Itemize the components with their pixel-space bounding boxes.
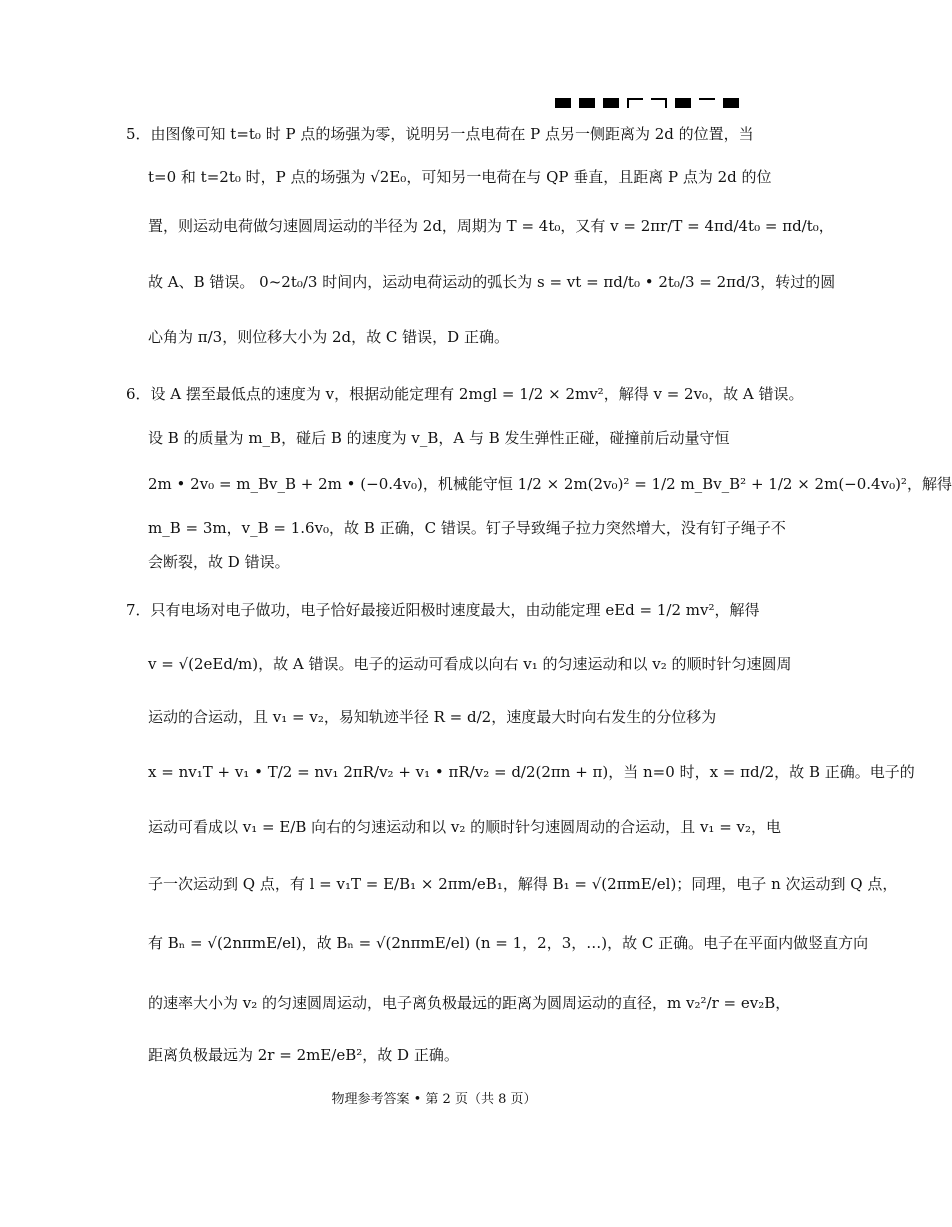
mark-line bbox=[699, 98, 715, 108]
text-line: 5．由图像可知 t=t₀ 时 P 点的场强为零，说明另一点电荷在 P 点另一侧距离为 2d 的位置，当 bbox=[126, 125, 754, 143]
mark-square bbox=[603, 98, 619, 108]
text-line: 距离负极最远为 2r = 2mE/eB²，故 D 正确。 bbox=[148, 1046, 459, 1064]
page-footer: 物理参考答案 • 第 2 页（共 8 页） bbox=[331, 1092, 537, 1107]
text-line: 置，则运动电荷做匀速圆周运动的半径为 2d，周期为 T = 4t₀，又有 v = 2πr/T = 4πd/4t₀ = πd/t₀， bbox=[148, 217, 834, 235]
text-line: 有 Bₙ = √(2nπmE/el)，故 Bₙ = √(2nπmE/el) (n = 1，2，3，…)，故 C 正确。电子在平面内做竖直方向 bbox=[148, 934, 869, 952]
text-line: 运动可看成以 v₁ = E/B 向右的匀速运动和以 v₂ 的顺时针匀速圆周动的合运动，且 v₁ = v₂，电 bbox=[148, 818, 782, 836]
text-line: 的速率大小为 v₂ 的匀速圆周运动，电子离负极最远的距离为圆周运动的直径，m v₂²/r = ev₂B， bbox=[148, 994, 791, 1012]
text-line: 6．设 A 摆至最低点的速度为 v，根据动能定理有 2mgl = 1/2 × 2mv²，解得 v = 2v₀，故 A 错误。 bbox=[126, 385, 804, 403]
text-line: t=0 和 t=2t₀ 时，P 点的场强为 √2E₀，可知另一电荷在与 QP 垂直，且距离 P 点为 2d 的位 bbox=[148, 168, 772, 186]
mark-square bbox=[579, 98, 595, 108]
text-line: 子一次运动到 Q 点，有 l = v₁T = E/B₁ × 2πm/eB₁，解得 B₁ = √(2πmE/el)；同理，电子 n 次运动到 Q 点， bbox=[148, 875, 898, 893]
mark-square bbox=[555, 98, 571, 108]
text-line: m_B = 3m，v_B = 1.6v₀，故 B 正确，C 错误。钉子导致绳子拉力突然增大，没有钉子绳子不 bbox=[148, 519, 786, 537]
mark-corner bbox=[627, 98, 643, 108]
text-line: 心角为 π/3，则位移大小为 2d，故 C 错误，D 正确。 bbox=[148, 328, 509, 346]
text-line: 故 A、B 错误。 0~2t₀/3 时间内，运动电荷运动的弧长为 s = vt = πd/t₀ • 2t₀/3 = 2πd/3，转过的圆 bbox=[148, 273, 836, 291]
text-line: 运动的合运动，且 v₁ = v₂，易知轨迹半径 R = d/2，速度最大时向右发生的分位移为 bbox=[148, 708, 717, 726]
mark-corner bbox=[651, 98, 667, 108]
text-line: 2m • 2v₀ = m_Bv_B + 2m • (−0.4v₀)，机械能守恒 1/2 × 2m(2v₀)² = 1/2 m_Bv_B² + 1/2 × 2m(−0.4v₀)²，解得 bbox=[148, 475, 952, 493]
text-line: 会断裂，故 D 错误。 bbox=[148, 553, 290, 571]
text-line: 设 B 的质量为 m_B，碰后 B 的速度为 v_B，A 与 B 发生弹性正碰，碰撞前后动量守恒 bbox=[148, 429, 730, 447]
mark-square bbox=[723, 98, 739, 108]
text-line: 7．只有电场对电子做功，电子恰好最接近阳极时速度最大，由动能定理 eEd = 1/2 mv²，解得 bbox=[126, 601, 760, 619]
text-line: x = nv₁T + v₁ • T/2 = nv₁ 2πR/v₂ + v₁ • πR/v₂ = d/2(2πn + π)，当 n=0 时，x = πd/2，故 B 正确。电子的 bbox=[148, 763, 915, 781]
text-line: v = √(2eEd/m)，故 A 错误。电子的运动可看成以向右 v₁ 的匀速运动和以 v₂ 的顺时针匀速圆周 bbox=[148, 655, 792, 673]
mark-square bbox=[675, 98, 691, 108]
header-marks bbox=[555, 96, 739, 110]
